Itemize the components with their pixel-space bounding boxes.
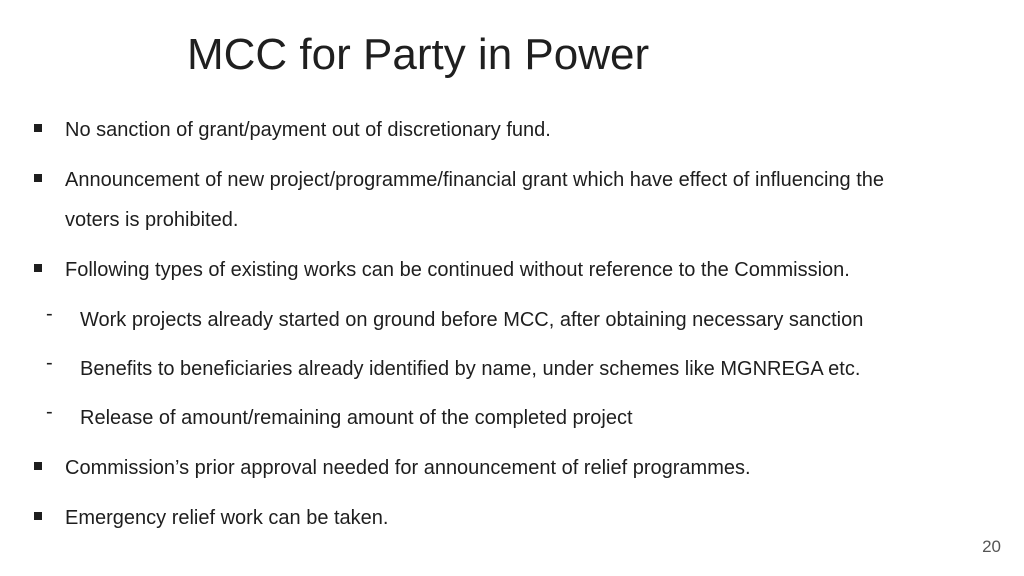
bullet-text: voters is prohibited. bbox=[65, 209, 239, 231]
bullet-text: Commission’s prior approval needed for announcement of relief programmes. bbox=[65, 457, 751, 479]
bullet-text: Release of amount/remaining amount of the completed project bbox=[80, 407, 633, 429]
bullet-text: Emergency relief work can be taken. bbox=[65, 507, 389, 529]
dash-bullet-icon: - bbox=[46, 303, 53, 325]
bullet-text: Following types of existing works can be continued without reference to the Commission. bbox=[65, 259, 850, 281]
square-bullet-icon bbox=[34, 124, 42, 132]
square-bullet-icon bbox=[34, 264, 42, 272]
slide-title: MCC for Party in Power bbox=[187, 30, 650, 79]
square-bullet-icon bbox=[34, 174, 42, 182]
bullet-text: No sanction of grant/payment out of discretionary fund. bbox=[65, 119, 551, 141]
bullet-text: Benefits to beneficiaries already identified by name, under schemes like MGNREGA etc. bbox=[80, 358, 861, 380]
dash-bullet-icon: - bbox=[46, 401, 53, 423]
page-number: 20 bbox=[982, 537, 1001, 556]
square-bullet-icon bbox=[34, 512, 42, 520]
bullet-text: Work projects already started on ground before MCC, after obtaining necessary sanction bbox=[80, 309, 864, 331]
dash-bullet-icon: - bbox=[46, 352, 53, 374]
bullet-text: Announcement of new project/programme/financial grant which have effect of influencing the bbox=[65, 169, 885, 191]
square-bullet-icon bbox=[34, 462, 42, 470]
